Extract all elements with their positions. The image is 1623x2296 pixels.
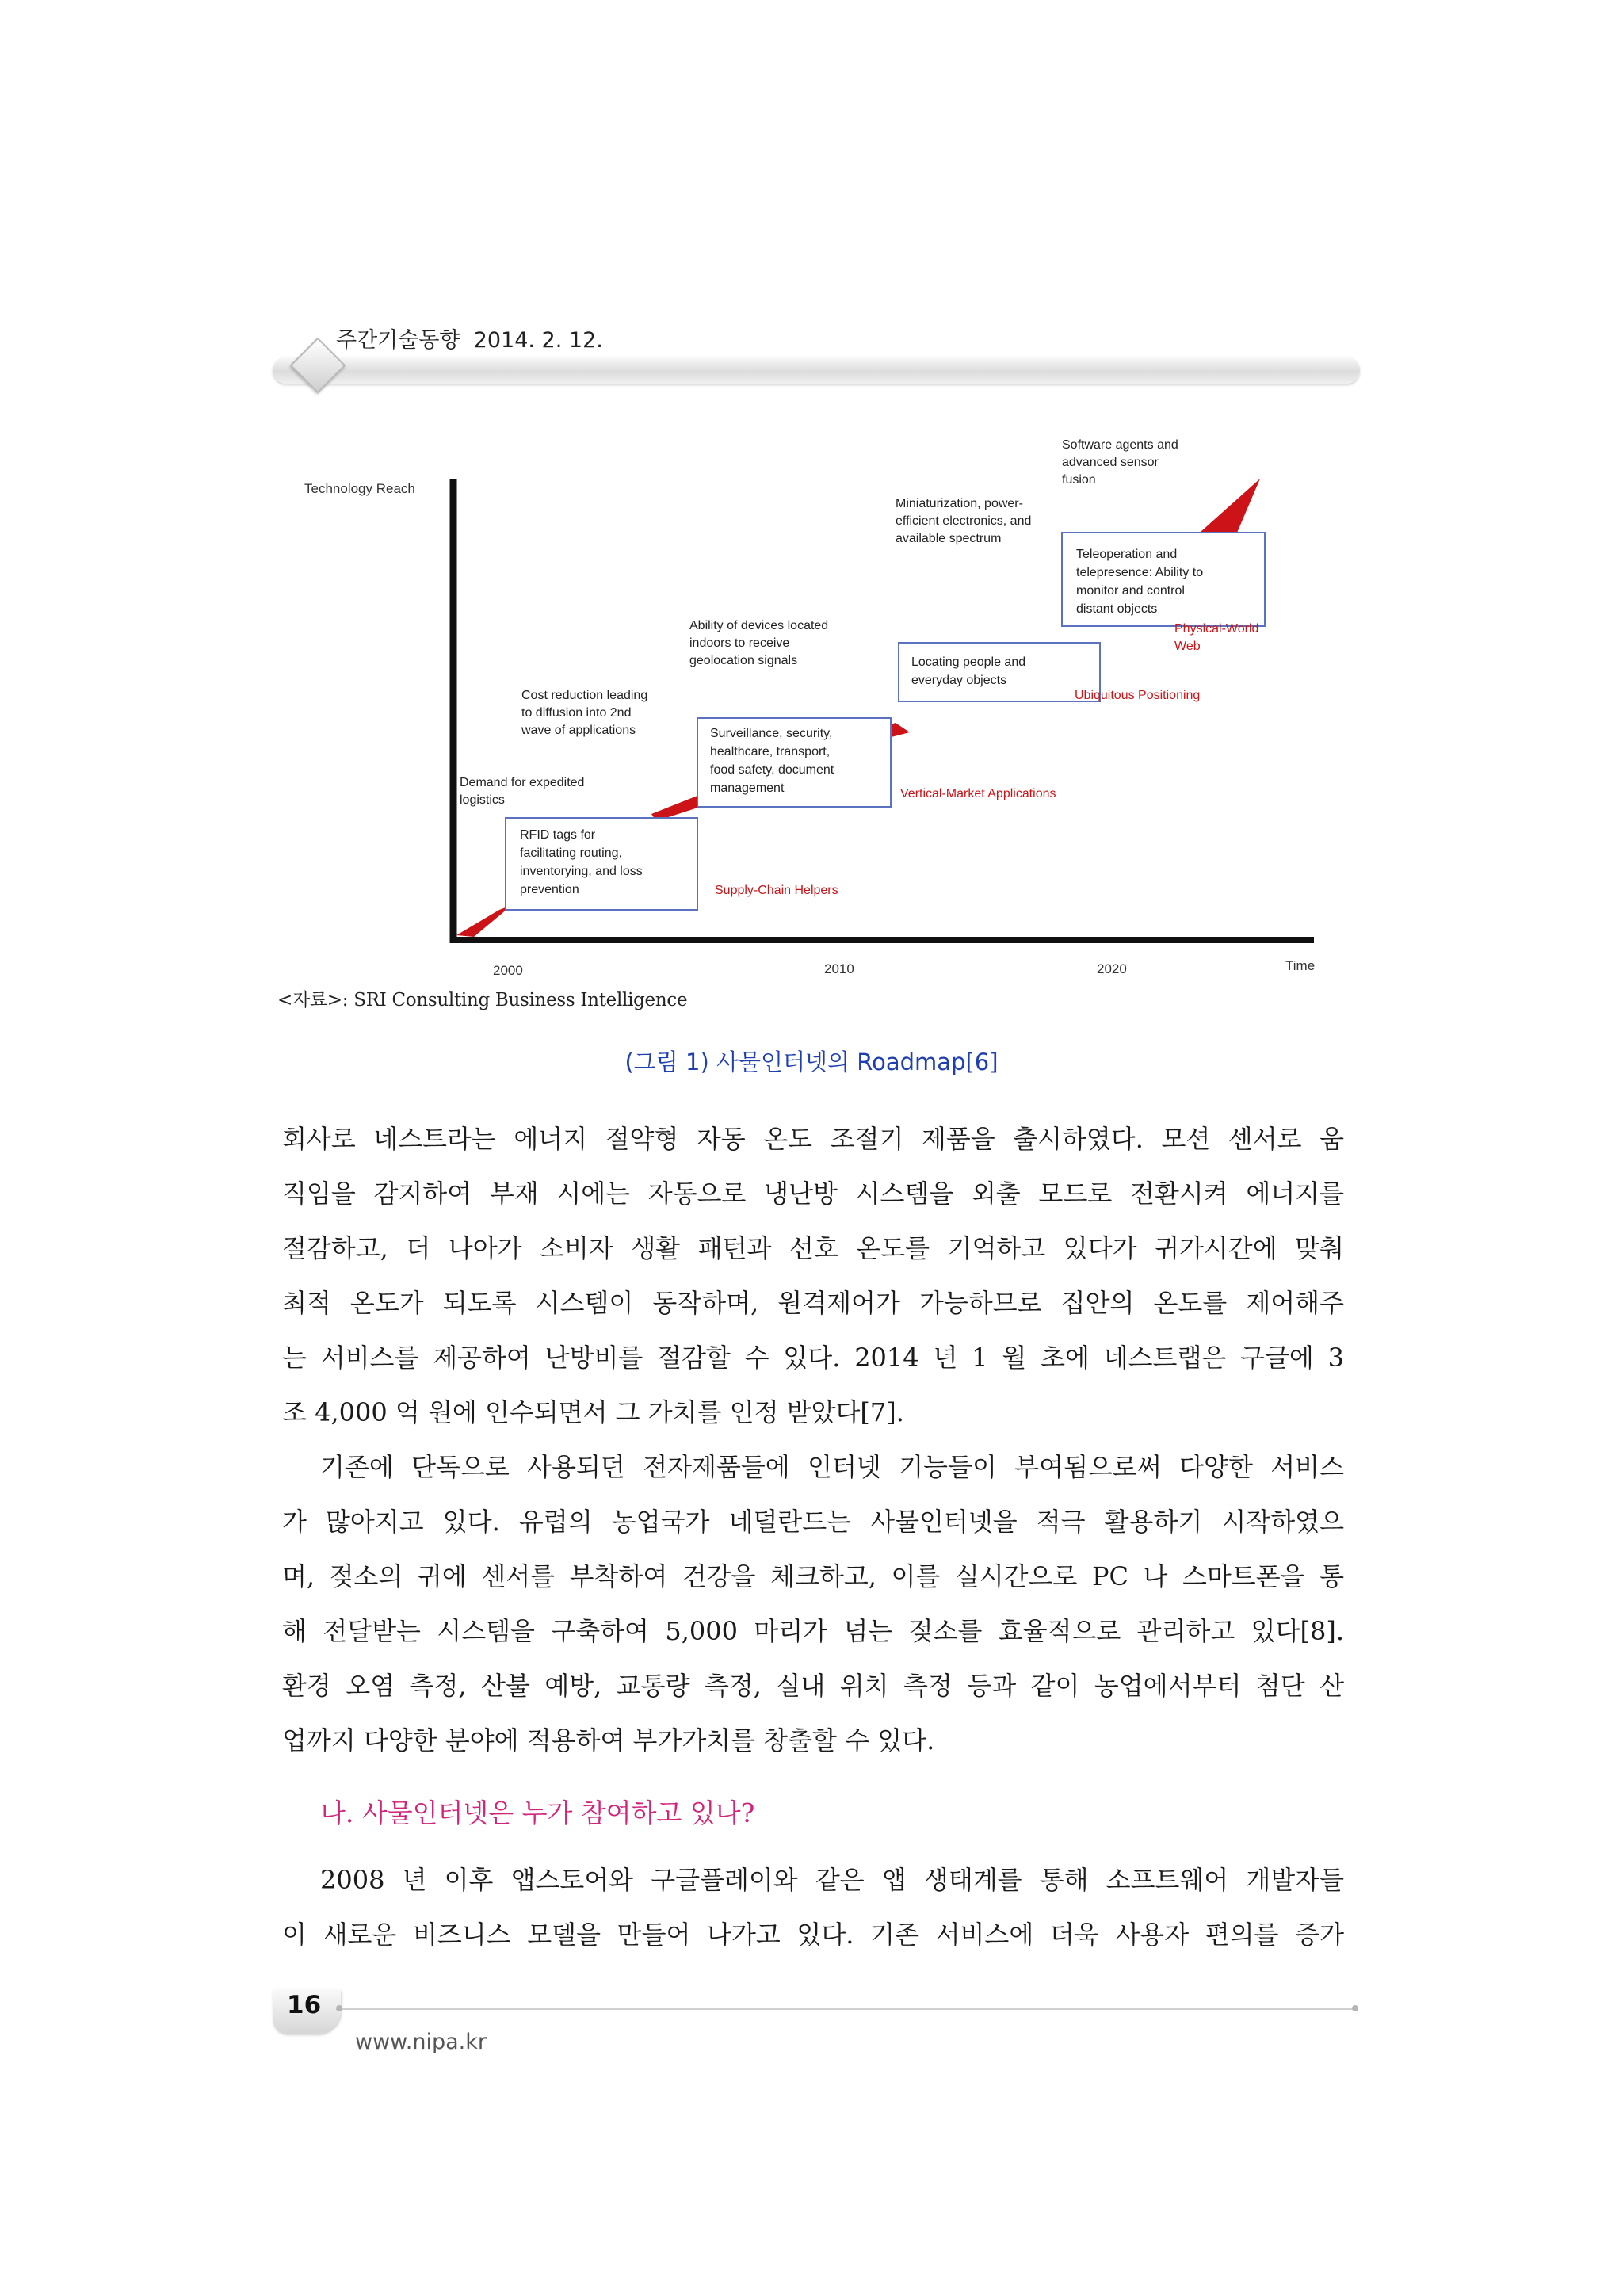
text-line: 직임을 감지하여 부재 시에는 자동으로 냉난방 시스템을 외출 모드로 전환시켜 에너지를: [282, 1179, 1344, 1209]
stage-box-4-text: Teleoperation and telepresence: Ability to monitor and control distant objects: [1076, 548, 1204, 616]
page-number: 16: [287, 1991, 322, 2019]
stage-name-1: Supply-Chain Helpers: [715, 884, 838, 897]
figure-caption: (그림 1) 사물인터넷의 Roadmap[6]: [624, 1049, 999, 1075]
text-line: 업까지 다양한 분야에 적용하여 부가가치를 창출할 수 있다.: [282, 1725, 935, 1755]
footer-rule: [341, 2008, 1355, 2010]
driver-3-text: Ability of devices located indoors to receive geolocation signals: [689, 619, 829, 667]
text-line: 최적 온도가 되도록 시스템이 동작하며, 원격제어가 가능하므로 집안의 온도를 제어해주: [282, 1288, 1344, 1318]
text-line: 조 4,000 억 원에 인수되면서 그 가치를 인정 받았다[7].: [282, 1397, 904, 1427]
figure-source: <자료>: SRI Consulting Business Intelligence: [277, 990, 688, 1010]
section-heading: 나. 사물인터넷은 누가 참여하고 있나?: [320, 1797, 755, 1828]
text-line: 가 많아지고 있다. 유럽의 농업국가 네덜란드는 사물인터넷을 적극 활용하기 시작하였으: [282, 1507, 1344, 1537]
stage-name-3: Ubiquitous Positioning: [1075, 689, 1201, 702]
y-axis-label: Technology Reach: [304, 481, 415, 496]
text-line: 환경 오염 측정, 산불 예방, 교통량 측정, 실내 위치 측정 등과 같이 농업에서부터 첨단 산: [282, 1671, 1344, 1701]
text-line: 기존에 단독으로 사용되던 전자제품들에 인터넷 기능들이 부여됨으로써 다양한 서비스: [320, 1452, 1344, 1482]
footer-dot-icon: [1352, 2005, 1358, 2011]
header-bar: [273, 357, 1360, 384]
text-line: 이 새로운 비즈니스 모델을 만들어 나가고 있다. 기존 서비스에 더욱 사용자 편의를 증가: [282, 1920, 1344, 1950]
text-line: 회사로 네스트라는 에너지 절약형 자동 온도 조절기 제품을 출시하였다. 모션 센서로 움: [282, 1124, 1344, 1154]
text-line: 해 전달받는 시스템을 구축하여 5,000 마리가 넘는 젖소를 효율적으로 관리하고 있다[8].: [282, 1616, 1344, 1646]
paragraph-1: [282, 1112, 1344, 1440]
stage-name-4: Physical-World Web: [1174, 622, 1259, 653]
stage-box-3-text: Locating people and everyday objects: [911, 655, 1026, 687]
publication-date: 2014. 2. 12.: [473, 328, 603, 353]
stage-name-2: Vertical-Market Applications: [900, 787, 1056, 800]
stage-box-2-text: Surveillance, security, healthcare, transport, food safety, document management: [710, 727, 834, 795]
footer-url: www.nipa.kr: [355, 2030, 487, 2054]
paragraph-3: [282, 1853, 1344, 1962]
driver-1-text: Demand for expedited logistics: [460, 776, 585, 807]
x-tick-2010: 2010: [824, 961, 854, 976]
x-tick-2020: 2020: [1097, 961, 1127, 976]
stage-box-3: [899, 643, 1100, 701]
paragraph-2: [282, 1440, 1344, 1768]
stage-connector: [456, 905, 512, 937]
x-tick-2000: 2000: [493, 963, 523, 978]
driver-4-text: Miniaturization, power- efficient electronics, and available spectrum: [896, 497, 1032, 545]
publication-name: 주간기술동향: [336, 328, 460, 353]
text-line: 절감하고, 더 나아가 소비자 생활 패턴과 선호 온도를 기억하고 있다가 귀가시간에 맞춰: [282, 1233, 1344, 1263]
future-text: Software agents and advanced sensor fusion: [1062, 438, 1178, 487]
roadmap-figure: [269, 420, 1323, 991]
x-axis-label: Time: [1285, 958, 1316, 973]
text-line: 며, 젖소의 귀에 센서를 부착하여 건강을 체크하고, 이를 실시간으로 PC 나 스마트폰을 통: [282, 1561, 1344, 1591]
driver-2-text: Cost reduction leading to diffusion into 2nd wave of applications: [521, 689, 648, 737]
roadmap-diagram: [269, 420, 1323, 991]
running-header: [336, 323, 603, 353]
footer-dot-icon: [336, 2005, 342, 2011]
text-line: 는 서비스를 제공하여 난방비를 절감할 수 있다. 2014 년 1 월 초에 네스트랩은 구글에 3: [282, 1343, 1344, 1373]
text-line: 2008 년 이후 앱스토어와 구글플레이와 같은 앱 생태계를 통해 소프트웨어 개발자들: [320, 1865, 1344, 1895]
stage-box-1-text: RFID tags for facilitating routing, inventorying, and loss prevention: [520, 828, 643, 896]
